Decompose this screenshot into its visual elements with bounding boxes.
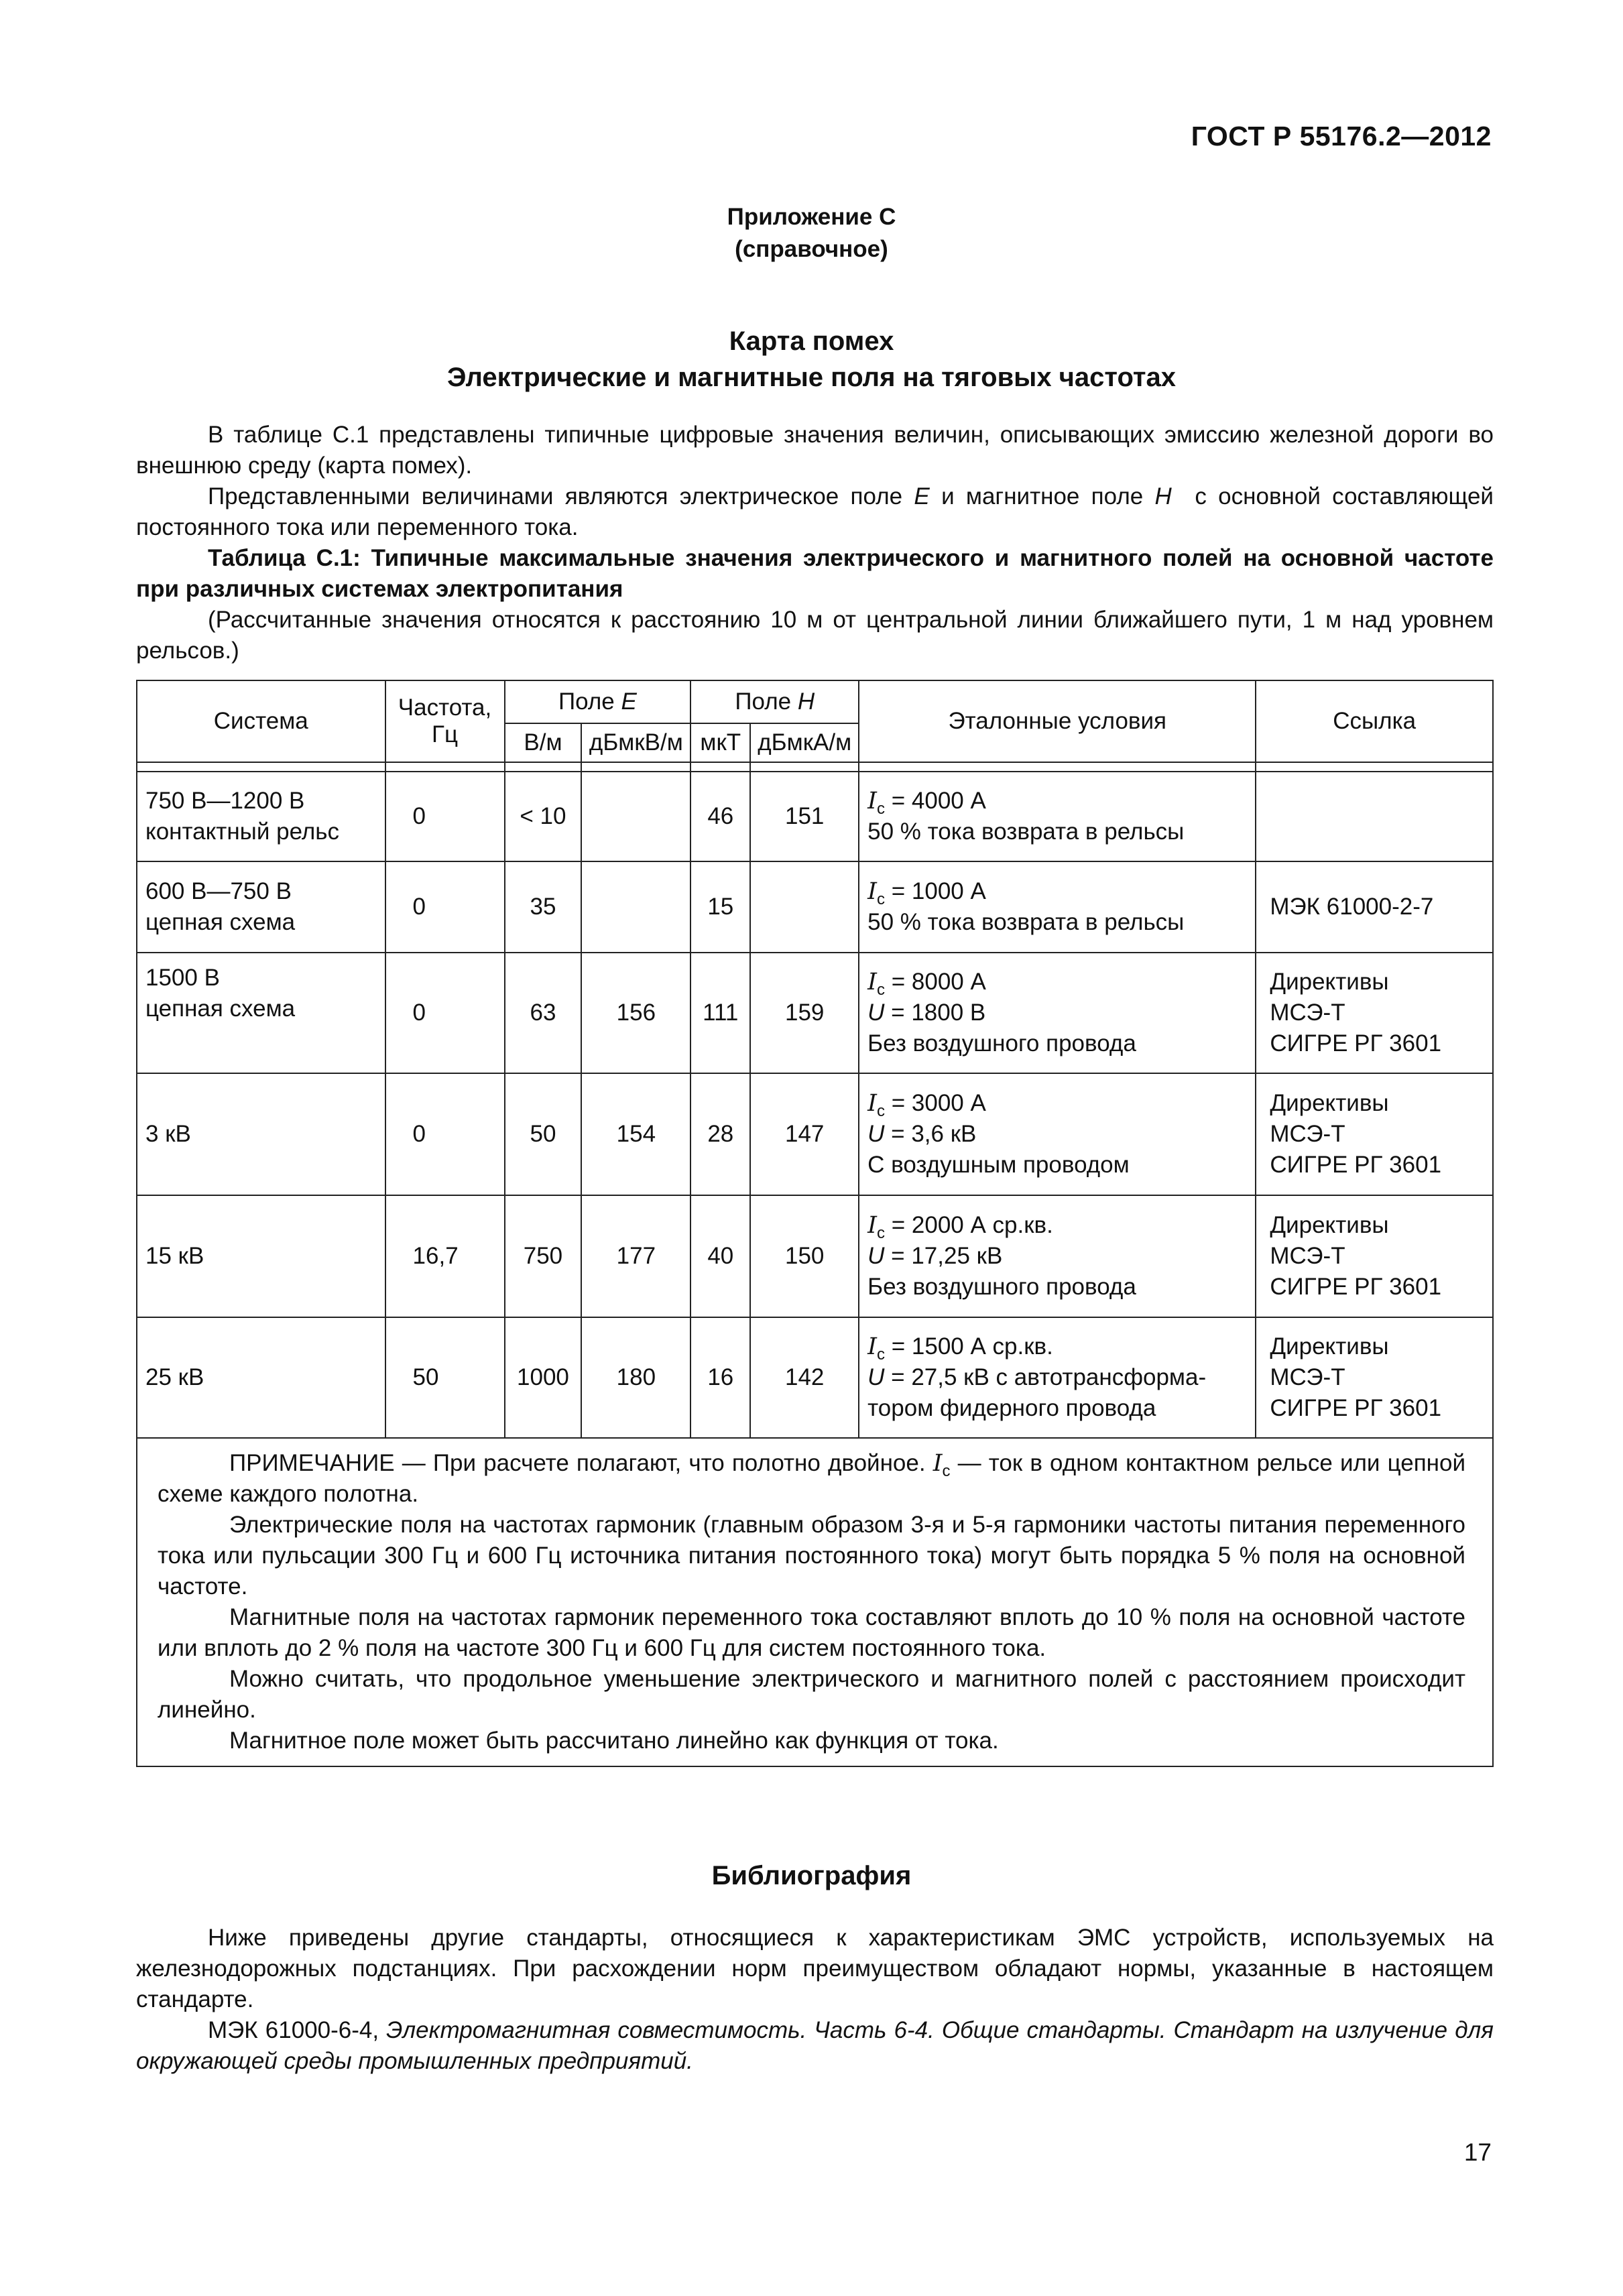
h-db-cell: 147 — [750, 1073, 859, 1195]
subscript-c: c — [876, 1102, 885, 1120]
h-ut-cell: 40 — [690, 1195, 750, 1317]
condition-current — [867, 876, 1247, 907]
system-line-1: 3 кВ — [145, 1121, 191, 1147]
e-db-cell: 154 — [581, 1073, 690, 1195]
condition-voltage — [867, 1119, 1247, 1150]
reference-cell — [1256, 953, 1493, 1073]
symbol-h: H — [1154, 483, 1172, 509]
header-e-db: дБмкВ/м — [581, 723, 690, 762]
fields-table — [136, 680, 1494, 1767]
reference-line-1: Директивы — [1270, 1333, 1389, 1360]
intro-p2-text-2: и магнитное поле — [941, 483, 1144, 509]
symbol-i: I — [867, 969, 877, 995]
intro-p2-text-3: с основной составляющей постоянного тока или переменного тока. — [136, 483, 1494, 540]
system-cell — [137, 1073, 385, 1195]
conditions-cell — [859, 772, 1256, 861]
conditions-cell — [859, 1073, 1256, 1195]
note-4: Можно считать, что продольное уменьшение электрического и магнитного полей с расстоянием происходит линейно. — [158, 1666, 1465, 1723]
e-db-cell — [581, 772, 690, 861]
system-cell — [137, 1317, 385, 1438]
table-row — [137, 1073, 1493, 1195]
reference-line-2: МСЭ-Т — [1270, 1243, 1345, 1269]
system-line-2: контактный рельс — [145, 819, 340, 845]
reference-line-2: МСЭ-Т — [1270, 1364, 1345, 1390]
condition-line-2: 50 % тока возврата в рельсы — [867, 909, 1185, 935]
reference-line-2: МСЭ-Т — [1270, 1000, 1345, 1026]
voltage-value: = 17,25 кВ — [891, 1243, 1003, 1269]
symbol-u: U — [867, 1243, 885, 1269]
subscript-c: c — [876, 800, 885, 818]
h-ut-cell: 16 — [690, 1317, 750, 1438]
condition-current — [867, 1210, 1247, 1241]
conditions-cell — [859, 1195, 1256, 1317]
bibliography-title: Библиография — [711, 1861, 912, 1890]
condition-voltage — [867, 1362, 1247, 1393]
e-db-cell — [581, 861, 690, 953]
header-field-e-label: Поле — [558, 688, 615, 715]
system-line-1: 600 В—750 В — [145, 878, 292, 904]
calculation-note: (Рассчитанные значения относятся к расстоянию 10 м от центральной линии ближайшего пути, 1 м над уровнем рельсов.) — [136, 607, 1494, 664]
condition-voltage — [867, 998, 1247, 1028]
notes-cell — [137, 1438, 1493, 1766]
appendix-subtitle: (справочное) — [735, 236, 888, 262]
system-cell — [137, 1195, 385, 1317]
condition-current — [867, 1331, 1247, 1362]
intro-paragraph-2 — [136, 481, 1494, 543]
current-value: = 2000 А ср.кв. — [891, 1212, 1053, 1238]
system-line-1: 25 кВ — [145, 1364, 204, 1390]
table-row — [137, 1317, 1493, 1438]
header-field-h — [690, 680, 859, 723]
section-heading — [0, 323, 1623, 396]
current-value: = 4000 А — [891, 788, 986, 814]
note-1 — [158, 1448, 1465, 1510]
appendix-title: Приложение С — [727, 204, 896, 230]
h-db-cell — [750, 861, 859, 953]
reference-line-1: МЭК 61000-2-7 — [1270, 894, 1434, 920]
header-field-e — [505, 680, 691, 723]
condition-voltage — [867, 1241, 1247, 1272]
frequency-cell: 0 — [385, 772, 505, 861]
symbol-i: I — [867, 1333, 877, 1360]
conditions-cell — [859, 953, 1256, 1073]
header-system: Система — [137, 680, 385, 762]
document-code: ГОСТ Р 55176.2—2012 — [1191, 121, 1492, 152]
reference-line-1: Директивы — [1270, 1090, 1389, 1116]
reference-cell — [1256, 1317, 1493, 1438]
table-row — [137, 1195, 1493, 1317]
symbol-i: I — [867, 788, 877, 814]
system-line-2: цепная схема — [145, 995, 296, 1022]
header-reference: Ссылка — [1256, 680, 1493, 762]
h-db-cell: 150 — [750, 1195, 859, 1317]
voltage-value: = 27,5 кВ с автотрансформа- — [891, 1364, 1207, 1390]
e-vm-cell: 50 — [505, 1073, 582, 1195]
subscript-c: c — [876, 981, 885, 999]
system-line-1: 1500 В — [145, 965, 220, 991]
condition-line-3: С воздушным проводом — [867, 1152, 1130, 1178]
e-vm-cell: 63 — [505, 953, 582, 1073]
condition-line-3: Без воздушного провода — [867, 1274, 1136, 1300]
condition-current — [867, 1088, 1247, 1119]
conditions-cell — [859, 861, 1256, 953]
table-caption: Таблица С.1: Типичные максимальные значения электрического и магнитного полей на основной частоте при различных системах электропитания — [136, 545, 1494, 602]
page-number: 17 — [1463, 2138, 1492, 2166]
e-vm-cell: 750 — [505, 1195, 582, 1317]
frequency-cell: 0 — [385, 1073, 505, 1195]
reference-line-2: МСЭ-Т — [1270, 1121, 1345, 1147]
h-db-cell: 151 — [750, 772, 859, 861]
note-5: Магнитное поле может быть рассчитано линейно как функция от тока. — [229, 1728, 999, 1754]
condition-line-2: 50 % тока возврата в рельсы — [867, 819, 1185, 845]
header-field-h-symbol: H — [797, 688, 815, 715]
bibliography-reference — [136, 2015, 1494, 2077]
h-ut-cell: 28 — [690, 1073, 750, 1195]
reference-line-1: Директивы — [1270, 969, 1389, 995]
e-vm-cell: < 10 — [505, 772, 582, 861]
header-h-db: дБмкА/м — [750, 723, 859, 762]
system-line-2: цепная схема — [145, 909, 296, 935]
system-line-1: 750 В—1200 В — [145, 788, 305, 814]
note-2: Электрические поля на частотах гармоник (главным образом 3-я и 5-я гармоники частоты питания переменного тока или пульсации 300 Гц и 600 Гц источника питания постоянного тока) могут быть порядка 5 % поля на основной частоте. — [158, 1512, 1465, 1599]
note-1-text-2: — ток в одном контактном рельсе или цепной схеме каждого полотна. — [158, 1450, 1466, 1507]
symbol-e: E — [914, 483, 930, 509]
reference-line-3: СИГРЕ РГ 3601 — [1270, 1274, 1442, 1300]
voltage-value: = 3,6 кВ — [891, 1121, 977, 1147]
e-db-cell: 177 — [581, 1195, 690, 1317]
header-spacer-row — [137, 762, 1493, 772]
reference-cell — [1256, 1073, 1493, 1195]
note-1-text-1: ПРИМЕЧАНИЕ — При расчете полагают, что полотно двойное. — [229, 1450, 926, 1476]
appendix-heading — [0, 201, 1623, 265]
h-ut-cell: 46 — [690, 772, 750, 861]
table-row — [137, 953, 1493, 1073]
subscript-c: c — [942, 1462, 951, 1480]
intro-p2-text-1: Представленными величинами являются электрическое поле — [208, 483, 903, 509]
header-frequency: Частота, Гц — [385, 680, 505, 762]
e-vm-cell: 35 — [505, 861, 582, 953]
table-row — [137, 861, 1493, 953]
current-value: = 1500 А ср.кв. — [891, 1333, 1053, 1360]
reference-cell — [1256, 1195, 1493, 1317]
condition-current — [867, 967, 1247, 998]
reference-line-3: СИГРЕ РГ 3601 — [1270, 1152, 1442, 1178]
frequency-cell: 50 — [385, 1317, 505, 1438]
e-db-cell: 156 — [581, 953, 690, 1073]
h-ut-cell: 111 — [690, 953, 750, 1073]
header-field-e-symbol: E — [621, 688, 637, 715]
current-value: = 3000 А — [891, 1090, 986, 1116]
h-db-cell: 159 — [750, 953, 859, 1073]
reference-code: МЭК 61000-6-4, — [208, 2017, 379, 2043]
frequency-cell: 0 — [385, 953, 505, 1073]
bibliography-paragraph: Ниже приведены другие стандарты, относящиеся к характеристикам ЭМС устройств, используемых на железнодорожных подстанциях. При расхождении норм преимуществом обладают нормы, указанные в настоящем стандарте. — [136, 1925, 1494, 2012]
condition-line-3: Без воздушного провода — [867, 1030, 1136, 1056]
system-cell — [137, 953, 385, 1073]
e-vm-cell: 1000 — [505, 1317, 582, 1438]
intro-block — [136, 420, 1494, 666]
header-h-ut: мкТ — [690, 723, 750, 762]
symbol-i: I — [867, 878, 877, 905]
symbol-u: U — [867, 1000, 885, 1026]
symbol-i: I — [933, 1450, 943, 1477]
section-title: Карта помех — [729, 326, 894, 356]
symbol-i: I — [867, 1090, 877, 1117]
reference-line-1: Директивы — [1270, 1212, 1389, 1238]
reference-line-3: СИГРЕ РГ 3601 — [1270, 1395, 1442, 1421]
section-subtitle: Электрические и магнитные поля на тяговых частотах — [447, 363, 1176, 392]
subscript-c: c — [876, 890, 885, 908]
header-conditions: Эталонные условия — [859, 680, 1256, 762]
table-row — [137, 772, 1493, 861]
frequency-cell: 16,7 — [385, 1195, 505, 1317]
intro-paragraph-1: В таблице С.1 представлены типичные цифровые значения величин, описывающих эмиссию железной дороги во внешнюю среду (карта помех). — [136, 422, 1494, 479]
e-db-cell: 180 — [581, 1317, 690, 1438]
voltage-value: = 1800 В — [891, 1000, 986, 1026]
frequency-cell: 0 — [385, 861, 505, 953]
condition-current — [867, 786, 1247, 817]
h-ut-cell: 15 — [690, 861, 750, 953]
subscript-c: c — [876, 1345, 885, 1364]
symbol-u: U — [867, 1364, 885, 1390]
symbol-i: I — [867, 1212, 877, 1239]
subscript-c: c — [876, 1224, 885, 1242]
reference-title: Электромагнитная совместимость. Часть 6-4. Общие стандарты. Стандарт на излучение для окружающей среды промышленных предприятий. — [136, 2017, 1494, 2074]
bibliography-block — [136, 1923, 1494, 2077]
reference-cell — [1256, 772, 1493, 861]
conditions-cell — [859, 1317, 1256, 1438]
system-cell — [137, 861, 385, 953]
reference-cell — [1256, 861, 1493, 953]
header-field-h-label: Поле — [735, 688, 792, 715]
condition-line-3: тором фидерного провода — [867, 1395, 1156, 1421]
reference-line-3: СИГРЕ РГ 3601 — [1270, 1030, 1442, 1056]
note-3: Магнитные поля на частотах гармоник переменного тока составляют вплоть до 10 % поля на основной частоте или вплоть до 2 % поля на частоте 300 Гц и 600 Гц для систем постоянного тока. — [158, 1604, 1465, 1661]
symbol-u: U — [867, 1121, 885, 1147]
system-line-1: 15 кВ — [145, 1243, 204, 1269]
header-e-vm: В/м — [505, 723, 582, 762]
h-db-cell: 142 — [750, 1317, 859, 1438]
current-value: = 1000 А — [891, 878, 986, 904]
notes-row — [137, 1438, 1493, 1766]
system-cell — [137, 772, 385, 861]
current-value: = 8000 А — [891, 969, 986, 995]
